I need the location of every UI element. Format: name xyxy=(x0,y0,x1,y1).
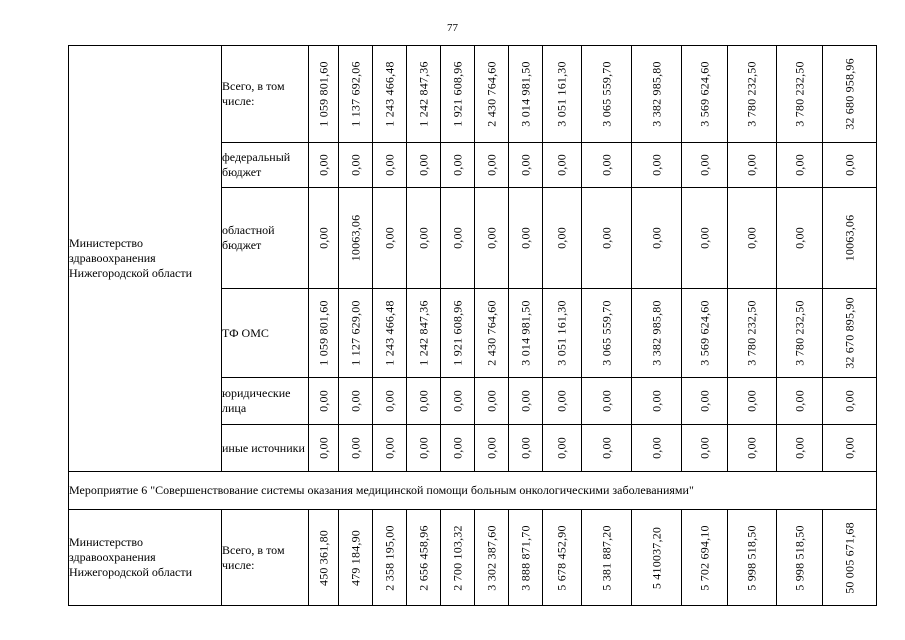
value-cell xyxy=(339,510,373,606)
value-text: 0,00 xyxy=(697,437,711,459)
value-cell xyxy=(407,289,441,378)
value-text: 0,00 xyxy=(316,154,330,176)
value-cell xyxy=(682,188,728,289)
value-text: 0,00 xyxy=(518,227,532,249)
value-cell xyxy=(309,188,339,289)
value-text: 0,00 xyxy=(554,154,569,176)
value-text: 0,00 xyxy=(599,437,613,459)
value-cell xyxy=(407,188,441,289)
funding-source-label: Всего, в том числе: xyxy=(222,510,309,606)
value-cell xyxy=(309,289,339,378)
value-cell xyxy=(728,510,777,606)
value-text: 0,00 xyxy=(450,390,464,412)
value-text: 0,00 xyxy=(697,154,711,176)
value-text: 0,00 xyxy=(599,154,613,176)
value-cell xyxy=(509,46,543,143)
value-cell xyxy=(475,510,509,606)
value-cell xyxy=(632,143,682,188)
value-cell xyxy=(475,46,509,143)
value-cell xyxy=(777,289,823,378)
value-text: 0,00 xyxy=(450,227,464,249)
value-cell xyxy=(441,289,475,378)
value-cell xyxy=(632,46,682,143)
value-cell xyxy=(823,46,877,143)
value-text: 5 381 887,20 xyxy=(599,524,613,591)
value-cell xyxy=(441,143,475,188)
value-cell xyxy=(339,46,373,143)
value-text: 0,00 xyxy=(554,437,569,459)
table-row xyxy=(69,46,877,143)
value-cell xyxy=(475,378,509,425)
value-text: 0,00 xyxy=(842,390,856,412)
value-cell xyxy=(543,425,582,472)
value-cell xyxy=(582,46,632,143)
value-text: 5 998 518,50 xyxy=(744,524,759,591)
value-text: 10063,06 xyxy=(842,214,856,262)
value-text: 1 242 847,36 xyxy=(416,300,430,366)
value-cell xyxy=(823,510,877,606)
value-text: 0,00 xyxy=(744,227,759,249)
value-text: 0,00 xyxy=(382,154,396,176)
value-text: 0,00 xyxy=(554,390,569,412)
value-text: 0,00 xyxy=(842,154,856,176)
value-cell xyxy=(777,46,823,143)
value-cell xyxy=(407,510,441,606)
value-cell xyxy=(823,289,877,378)
value-text: 0,00 xyxy=(599,227,613,249)
value-cell xyxy=(475,143,509,188)
value-cell xyxy=(777,510,823,606)
value-cell xyxy=(582,188,632,289)
value-cell xyxy=(543,510,582,606)
value-text: 0,00 xyxy=(416,437,430,459)
value-text: 0,00 xyxy=(792,437,806,459)
funding-source-label: иные источники xyxy=(222,425,309,472)
value-text: 3 569 624,60 xyxy=(697,61,711,127)
value-text: 0,00 xyxy=(382,437,396,459)
value-text: 0,00 xyxy=(744,437,759,459)
value-cell xyxy=(582,289,632,378)
ministry-name: Министерство здравоохранения Нижегородской области xyxy=(69,46,222,472)
value-cell xyxy=(582,378,632,425)
value-text: 3 780 232,50 xyxy=(744,61,759,127)
value-text: 3 065 559,70 xyxy=(599,300,613,366)
funding-source-label: юридические лица xyxy=(222,378,309,425)
value-cell xyxy=(582,510,632,606)
page-number: 77 xyxy=(447,22,458,34)
value-cell xyxy=(373,188,407,289)
value-text: 3 780 232,50 xyxy=(744,300,759,366)
budget-table xyxy=(68,45,877,606)
value-text: 0,00 xyxy=(348,437,362,459)
value-cell xyxy=(682,425,728,472)
value-cell xyxy=(823,378,877,425)
value-text: 50 005 671,68 xyxy=(842,521,856,594)
value-text: 5 702 694,10 xyxy=(697,524,711,591)
value-text: 0,00 xyxy=(484,437,498,459)
value-cell xyxy=(509,510,543,606)
ministry-name: Министерство здравоохранения Нижегородской области xyxy=(69,510,222,606)
value-cell xyxy=(543,188,582,289)
value-cell xyxy=(823,188,877,289)
value-cell xyxy=(407,378,441,425)
value-text: 0,00 xyxy=(792,390,806,412)
value-cell xyxy=(309,510,339,606)
value-cell xyxy=(373,143,407,188)
value-text: 2 656 458,96 xyxy=(416,524,430,591)
value-text: 0,00 xyxy=(450,437,464,459)
value-text: 0,00 xyxy=(697,390,711,412)
value-text: 3 051 161,30 xyxy=(554,300,569,366)
value-cell xyxy=(728,143,777,188)
value-cell xyxy=(475,425,509,472)
value-cell xyxy=(823,425,877,472)
value-text: 0,00 xyxy=(649,437,663,459)
measure-title: Мероприятие 6 "Совершенствование системы оказания медицинской помощи больным онкологическими заболеваниями" xyxy=(69,472,877,510)
value-text: 0,00 xyxy=(484,154,498,176)
value-cell xyxy=(682,378,728,425)
value-cell xyxy=(777,143,823,188)
value-text: 0,00 xyxy=(382,227,396,249)
value-text: 2 430 764,60 xyxy=(484,61,498,127)
value-cell xyxy=(407,143,441,188)
value-text: 0,00 xyxy=(649,227,663,249)
value-text: 10063,06 xyxy=(348,214,362,262)
value-cell xyxy=(632,289,682,378)
value-cell xyxy=(373,510,407,606)
value-text: 3 382 985,80 xyxy=(649,300,663,366)
value-text: 3 014 981,50 xyxy=(518,300,532,366)
funding-source-label: федеральный бюджет xyxy=(222,143,309,188)
value-text: 0,00 xyxy=(842,437,856,459)
value-text: 3 780 232,50 xyxy=(792,61,806,127)
value-cell xyxy=(543,289,582,378)
value-text: 3 888 871,70 xyxy=(518,524,532,591)
value-text: 1 921 608,96 xyxy=(450,300,464,366)
value-cell xyxy=(309,143,339,188)
value-cell xyxy=(682,510,728,606)
value-cell xyxy=(543,143,582,188)
value-cell xyxy=(407,425,441,472)
value-cell xyxy=(509,378,543,425)
value-text: 32 670 895,90 xyxy=(842,297,856,369)
value-text: 3 382 985,80 xyxy=(649,61,663,127)
value-text: 1 921 608,96 xyxy=(450,61,464,127)
value-cell xyxy=(682,289,728,378)
value-text: 0,00 xyxy=(792,227,806,249)
value-cell xyxy=(728,378,777,425)
value-cell xyxy=(475,188,509,289)
value-text: 0,00 xyxy=(697,227,711,249)
value-cell xyxy=(339,143,373,188)
value-cell xyxy=(309,46,339,143)
value-cell xyxy=(509,188,543,289)
value-cell xyxy=(682,46,728,143)
value-cell xyxy=(543,46,582,143)
value-text: 0,00 xyxy=(316,390,330,412)
value-cell xyxy=(309,378,339,425)
value-text: 5 678 452,90 xyxy=(554,524,569,591)
value-cell xyxy=(509,289,543,378)
value-cell xyxy=(582,143,632,188)
value-text: 0,00 xyxy=(450,154,464,176)
value-cell xyxy=(441,425,475,472)
funding-source-label: ТФ ОМС xyxy=(222,289,309,378)
value-text: 0,00 xyxy=(649,390,663,412)
value-cell xyxy=(441,188,475,289)
value-cell xyxy=(682,143,728,188)
value-text: 0,00 xyxy=(484,227,498,249)
value-text: 1 243 466,48 xyxy=(382,300,396,366)
value-text: 3 302 387,60 xyxy=(484,524,498,591)
value-text: 1 127 629,00 xyxy=(348,300,362,366)
value-text: 2 700 103,32 xyxy=(450,524,464,591)
value-cell xyxy=(373,425,407,472)
value-cell xyxy=(632,510,682,606)
value-text: 0,00 xyxy=(649,154,663,176)
value-text: 0,00 xyxy=(518,154,532,176)
value-text: 1 059 801,60 xyxy=(316,300,330,366)
value-text: 0,00 xyxy=(382,390,396,412)
value-cell xyxy=(373,46,407,143)
value-text: 0,00 xyxy=(348,154,362,176)
value-text: 0,00 xyxy=(484,390,498,412)
value-cell xyxy=(373,378,407,425)
value-text: 32 680 958,96 xyxy=(842,58,856,130)
value-cell xyxy=(728,46,777,143)
value-cell xyxy=(632,188,682,289)
value-cell xyxy=(632,378,682,425)
value-cell xyxy=(339,378,373,425)
value-cell xyxy=(373,289,407,378)
value-text: 0,00 xyxy=(518,390,532,412)
value-text: 3 014 981,50 xyxy=(518,61,532,127)
value-cell xyxy=(407,46,441,143)
value-cell xyxy=(728,289,777,378)
value-text: 479 184,90 xyxy=(348,529,362,586)
value-text: 1 242 847,36 xyxy=(416,61,430,127)
value-cell xyxy=(339,188,373,289)
value-text: 0,00 xyxy=(518,437,532,459)
value-text: 3 780 232,50 xyxy=(792,300,806,366)
measure-row xyxy=(69,472,877,510)
value-cell xyxy=(509,143,543,188)
table-row xyxy=(69,510,877,606)
value-text: 450 361,80 xyxy=(316,529,330,586)
value-text: 0,00 xyxy=(348,390,362,412)
value-cell xyxy=(543,378,582,425)
value-cell xyxy=(632,425,682,472)
value-cell xyxy=(823,143,877,188)
value-cell xyxy=(339,289,373,378)
value-text: 0,00 xyxy=(599,390,613,412)
value-text: 0,00 xyxy=(316,227,330,249)
value-text: 1 059 801,60 xyxy=(316,61,330,127)
value-cell xyxy=(582,425,632,472)
value-text: 2 430 764,60 xyxy=(484,300,498,366)
value-text: 0,00 xyxy=(416,154,430,176)
value-text: 0,00 xyxy=(554,227,569,249)
value-text: 5 410037,20 xyxy=(649,526,663,589)
value-cell xyxy=(509,425,543,472)
value-text: 3 569 624,60 xyxy=(697,300,711,366)
value-text: 0,00 xyxy=(744,390,759,412)
value-text: 3 065 559,70 xyxy=(599,61,613,127)
value-cell xyxy=(441,46,475,143)
value-text: 0,00 xyxy=(744,154,759,176)
value-cell xyxy=(475,289,509,378)
value-cell xyxy=(777,188,823,289)
value-cell xyxy=(777,425,823,472)
value-cell xyxy=(728,425,777,472)
value-cell xyxy=(339,425,373,472)
value-cell xyxy=(728,188,777,289)
value-text: 5 998 518,50 xyxy=(792,524,806,591)
value-text: 3 051 161,30 xyxy=(554,61,569,127)
value-text: 1 137 692,06 xyxy=(348,61,362,127)
value-text: 2 358 195,00 xyxy=(382,524,396,591)
value-text: 0,00 xyxy=(416,227,430,249)
value-cell xyxy=(441,510,475,606)
value-cell xyxy=(777,378,823,425)
value-text: 1 243 466,48 xyxy=(382,61,396,127)
funding-source-label: Всего, в том числе: xyxy=(222,46,309,143)
value-cell xyxy=(441,378,475,425)
value-text: 0,00 xyxy=(792,154,806,176)
value-text: 0,00 xyxy=(416,390,430,412)
funding-source-label: областной бюджет xyxy=(222,188,309,289)
value-cell xyxy=(309,425,339,472)
value-text: 0,00 xyxy=(316,437,330,459)
